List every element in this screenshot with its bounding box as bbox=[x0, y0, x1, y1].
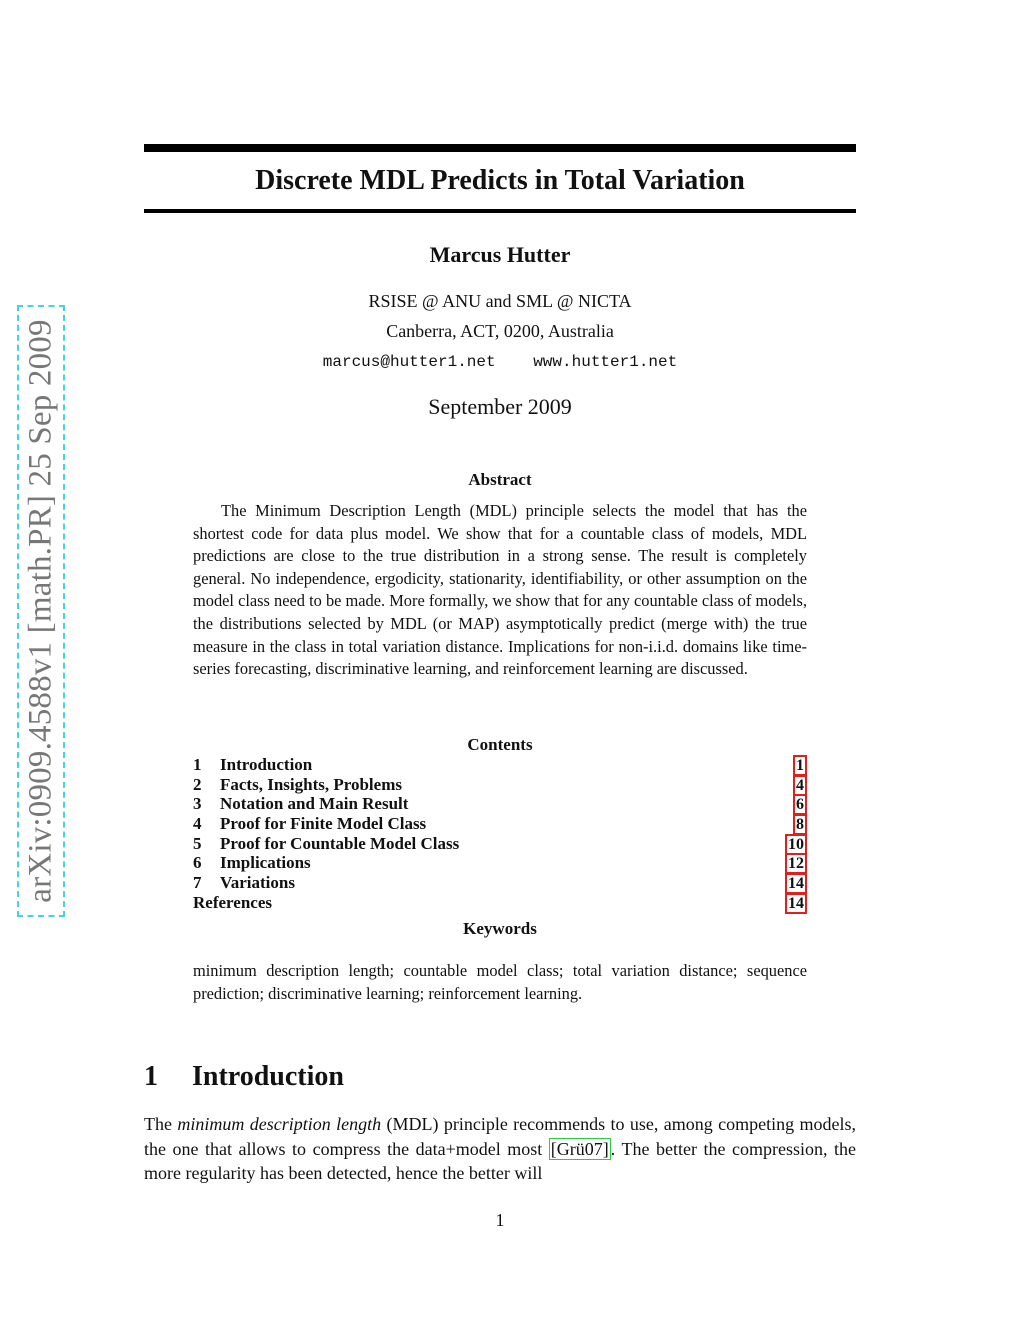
author-affiliation: RSISE @ ANU and SML @ NICTA bbox=[368, 291, 632, 311]
toc-entry[interactable] bbox=[193, 873, 807, 893]
author-contacts bbox=[144, 350, 856, 374]
toc-number: 4 bbox=[193, 814, 202, 834]
toc-label: Notation and Main Result bbox=[220, 794, 409, 814]
arxiv-identifier: arXiv:0909.4588v1 [math.PR] 25 Sep 2009 bbox=[22, 319, 59, 903]
toc-page-link[interactable]: 10 bbox=[785, 834, 807, 855]
toc-entry[interactable] bbox=[193, 755, 807, 775]
toc-page-link[interactable]: 8 bbox=[793, 814, 807, 835]
toc-entry[interactable] bbox=[193, 853, 807, 873]
toc-number: 3 bbox=[193, 794, 202, 814]
toc-entry[interactable] bbox=[193, 775, 807, 795]
paper-date: September 2009 bbox=[428, 394, 572, 419]
author-name: Marcus Hutter bbox=[429, 242, 571, 267]
toc-label: Proof for Finite Model Class bbox=[220, 814, 427, 834]
abstract-heading: Abstract bbox=[468, 470, 532, 489]
keywords-text: minimum description length; countable model class; total variation distance; sequence prediction; discriminative learning; reinforcement learning. bbox=[193, 961, 807, 1003]
arxiv-stamp[interactable] bbox=[17, 305, 65, 917]
toc-entry[interactable] bbox=[193, 794, 807, 814]
section-title: Introduction bbox=[192, 1061, 344, 1092]
table-of-contents bbox=[193, 755, 807, 913]
keywords-heading: Keywords bbox=[463, 919, 537, 938]
intro-paragraph bbox=[144, 1112, 856, 1186]
citation-link[interactable]: [Grü07] bbox=[550, 1138, 609, 1159]
toc-number: 1 bbox=[193, 755, 202, 774]
author-location: Canberra, ACT, 0200, Australia bbox=[386, 321, 614, 341]
toc-page-link[interactable]: 14 bbox=[785, 873, 807, 894]
toc-label: References bbox=[193, 892, 272, 912]
toc-page-link[interactable]: 4 bbox=[793, 775, 807, 796]
toc-label: Variations bbox=[220, 873, 295, 893]
intro-text-start: The bbox=[144, 1114, 178, 1134]
intro-text-middle: (MDL) principle recommends to use, among competing models, the one that allows to compress the data+model most bbox=[144, 1114, 856, 1159]
toc-label: Introduction bbox=[220, 755, 313, 774]
toc-entry[interactable] bbox=[193, 834, 807, 854]
abstract-text: The Minimum Description Length (MDL) principle selects the model that has the shortest code for data plus model. We show that for a countable class of models, MDL predictions are close to the true distribution in a strong sense. The result is completely general. No independence, ergodicity, stationarity, identifiability, or other assumption on the model class need to be made. More formally, we show that for any countable class of models, the distributions selected by MDL (or MAP) asymptotically predict (merge with) the true measure in the class in total variation distance. Implications for non-i.i.d. domains like time-series forecasting, discriminative learning, and reinforcement learning are discussed. bbox=[193, 501, 807, 679]
toc-label: Proof for Countable Model Class bbox=[220, 833, 460, 853]
toc-label: Facts, Insights, Problems bbox=[220, 774, 402, 794]
intro-emphasis: minimum description length bbox=[177, 1114, 382, 1134]
toc-entry[interactable] bbox=[193, 814, 807, 834]
intro-text-end: . The better the compression, the more regularity has been detected, hence the better will bbox=[144, 1138, 856, 1183]
toc-page-link[interactable]: 1 bbox=[793, 755, 807, 776]
toc-label: Implications bbox=[220, 853, 311, 873]
toc-page-link[interactable]: 14 bbox=[785, 893, 807, 914]
toc-number: 2 bbox=[193, 774, 202, 794]
paper-title: Discrete MDL Predicts in Total Variation bbox=[255, 165, 745, 196]
title-rule-top bbox=[144, 144, 856, 152]
toc-page-link[interactable]: 12 bbox=[785, 853, 807, 874]
toc-number: 7 bbox=[193, 873, 202, 893]
page-number: 1 bbox=[495, 1210, 505, 1230]
toc-number: 5 bbox=[193, 833, 202, 853]
toc-entry[interactable] bbox=[193, 893, 807, 913]
section-number: 1 bbox=[144, 1061, 158, 1092]
author-website[interactable]: www.hutter1.net bbox=[533, 353, 678, 371]
toc-number: 6 bbox=[193, 853, 202, 873]
author-email[interactable]: marcus@hutter1.net bbox=[322, 353, 496, 371]
title-rule-bottom bbox=[144, 209, 856, 213]
contents-heading: Contents bbox=[467, 735, 533, 754]
toc-page-link[interactable]: 6 bbox=[793, 794, 807, 815]
section-heading bbox=[144, 1060, 344, 1094]
